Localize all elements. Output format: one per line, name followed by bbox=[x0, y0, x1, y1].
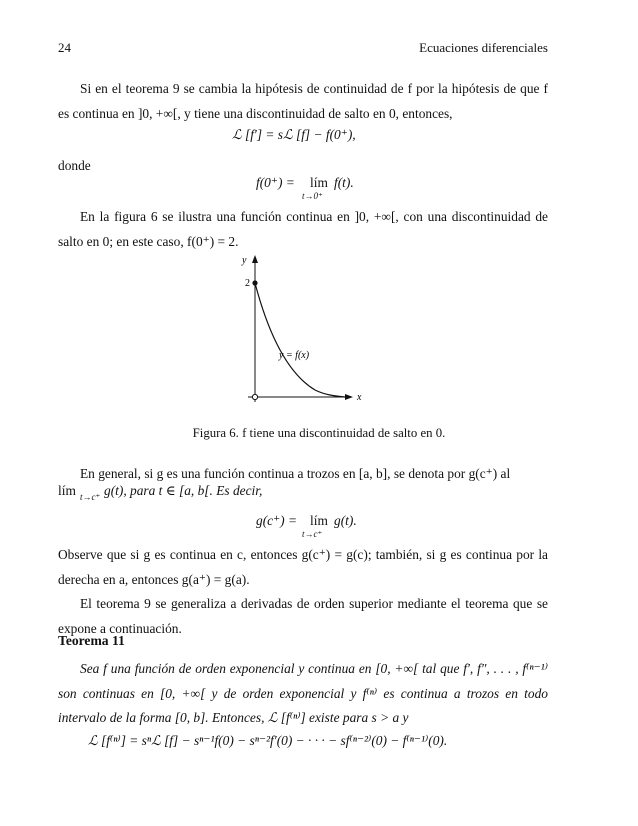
paragraph-general-lim: lím bbox=[58, 483, 76, 498]
paragraph-general-lim-subscript: t→c⁺ bbox=[80, 492, 101, 502]
page-number: 24 bbox=[58, 40, 71, 55]
paragraph-general-line2: g(t), para t ∈ [a, b[. Es decir, bbox=[104, 483, 263, 498]
equation-gc-subscript: t→c⁺ bbox=[302, 529, 323, 539]
equation-laplace-derivative: ℒ [f′] = sℒ [f] − f(0⁺), bbox=[232, 127, 356, 142]
paragraph-observe: Observe que si g es continua en c, entonces g(c⁺) = g(c); también, si g es continua por la derecha en a, entonces g(a⁺) = g(a). bbox=[58, 547, 548, 587]
theorem-statement: Sea f una función de orden exponencial y continua en [0, +∞[ tal que f′, f″, . . . , f⁽ⁿ⁻¹⁾ son continuas en [0, +∞[ y de orden exponencial y f⁽ⁿ⁾ es continua a trozos en todo intervalo de la forma [0, b]. Entonces, ℒ [f⁽ⁿ⁾] existe para s > a y bbox=[58, 661, 548, 725]
open-point-origin bbox=[252, 394, 257, 399]
x-axis-arrow-icon bbox=[345, 394, 353, 400]
y-axis-label: y bbox=[242, 255, 247, 266]
y-axis-arrow-icon bbox=[252, 255, 258, 263]
running-title: Ecuaciones diferenciales bbox=[419, 40, 548, 55]
paragraph-generalize: El teorema 9 se generaliza a derivadas de orden superior mediante el teorema que se expone a continuación. bbox=[58, 596, 548, 636]
equation-limit-subscript: t→0⁺ bbox=[302, 191, 323, 201]
curve-label: y = f(x) bbox=[279, 350, 310, 361]
paragraph-general-line1: En general, si g es una función continua a trozos en [a, b], se denota por g(c⁺) al bbox=[80, 466, 511, 481]
equation-limit-right: f(t). bbox=[334, 175, 354, 190]
equation-gc-right: g(t). bbox=[334, 513, 357, 528]
y-tick-2: 2 bbox=[245, 278, 250, 289]
theorem-equation: ℒ [f⁽ⁿ⁾] = sⁿℒ [f] − sⁿ⁻¹f(0) − sⁿ⁻²f′(0) − · · · − sf⁽ⁿ⁻²⁾(0) − f⁽ⁿ⁻¹⁾(0). bbox=[88, 733, 448, 748]
x-axis-label: x bbox=[357, 392, 362, 403]
figure-caption: Figura 6. f tiene una discontinuidad de salto en 0. bbox=[192, 426, 446, 440]
paragraph-intro: Si en el teorema 9 se cambia la hipótesis de continuidad de f por la hipótesis de que f es continua en ]0, +∞[, y tiene una discontinuidad de salto en 0, entonces, bbox=[58, 81, 548, 121]
equation-gc-lim: lím bbox=[310, 513, 328, 528]
theorem-title: Teorema 11 bbox=[58, 633, 125, 648]
equation-limit-lim: lím bbox=[310, 175, 328, 190]
figure-6-plot bbox=[230, 250, 370, 412]
equation-gc-left: g(c⁺) = bbox=[256, 513, 298, 528]
paragraph-figure-reference: En la figura 6 se ilustra una función continua en ]0, +∞[, con una discontinuidad de salto en 0; en este caso, f(0⁺) = 2. bbox=[58, 209, 548, 249]
curve-f bbox=[255, 283, 345, 397]
equation-limit-left: f(0⁺) = bbox=[256, 175, 295, 190]
word-donde: donde bbox=[58, 158, 91, 173]
